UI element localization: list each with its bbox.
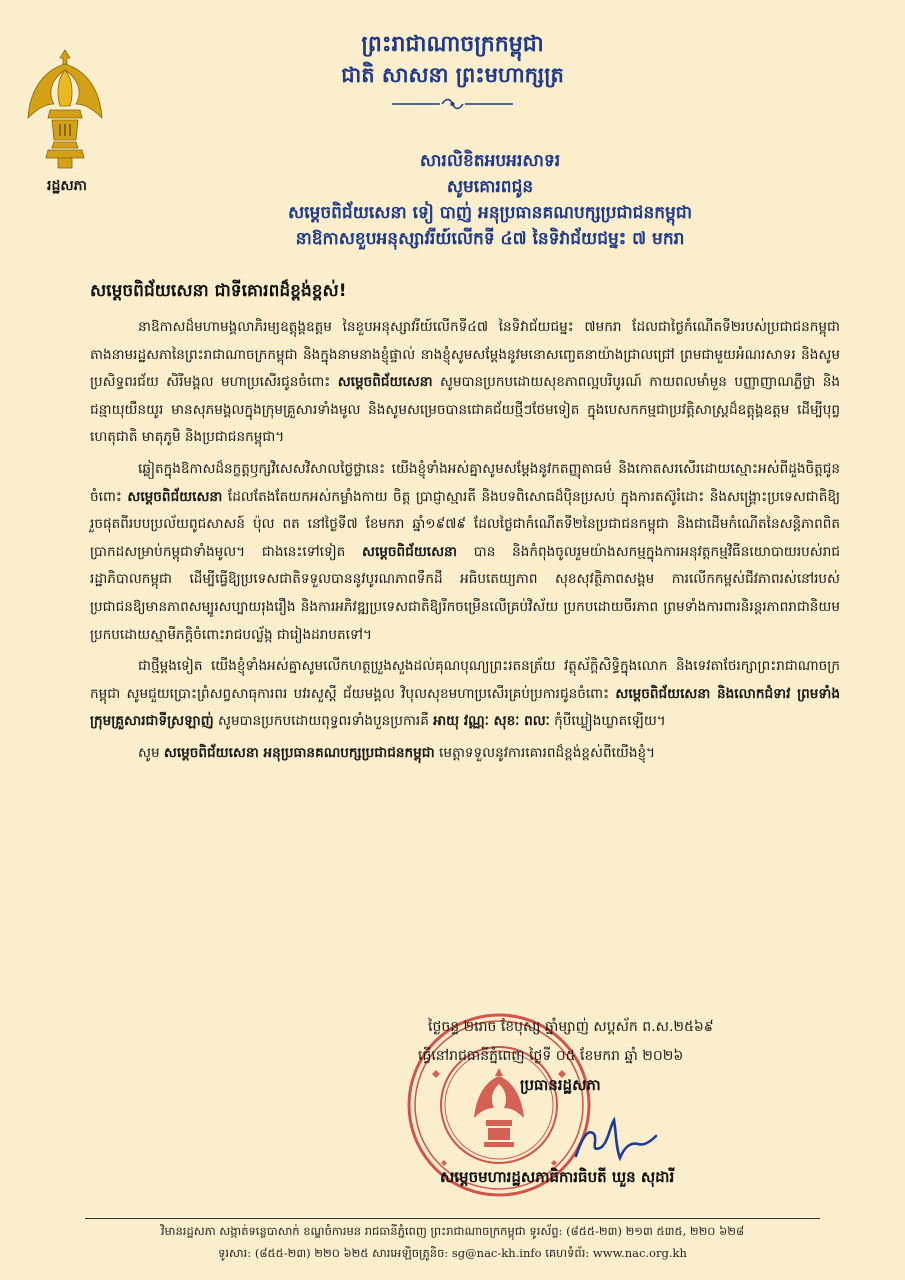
footer-divider	[85, 1218, 820, 1219]
paragraph-4	[90, 740, 840, 768]
decorative-divider-icon	[390, 98, 515, 110]
letter-titles	[120, 148, 860, 252]
kingdom-heading: ព្រះរាជាណាចក្រកម្ពុជា	[361, 32, 544, 57]
respectful-address: សូមគោរពជូន	[446, 177, 534, 197]
paragraph-text: មេត្តាទទួលនូវការគោរពដ៏ខ្ពង់ខ្ពស់ពីយើងខ្ញុំ។	[439, 744, 656, 761]
paragraph-text: ដែលតែងតែយកអស់កម្លាំងកាយ ចិត្ត ប្រាជ្ញាស្មារតី និងបទពិសោធដ៏ប៉ិនប្រសប់ ក្នុងការតស៊ូរំដោះ និងសង្គ្រោះប្រទេសជាតិឱ្យរួចផុតពីរបបប្រល័យពូជសាសន៍ ប៉ុល ពត នៅថ្ងៃទី៧ ខែមករា ឆ្នាំ១៩៧៩ ដែលថ្ងៃជាកំណើតទី២នៃប្រជាជនកម្ពុជា និងជាដើមកំណើតនៃសន្តិភាពពិតប្រាកដសម្រាប់កម្ពុជាទាំងមូល។ ជាងនេះទៅទៀត	[90, 488, 841, 560]
paragraph-1	[90, 314, 840, 452]
paragraph-2	[90, 456, 840, 649]
paragraph-text: សូម	[138, 744, 160, 761]
letter-body	[90, 314, 840, 772]
paragraph-text: សូមបានប្រកបដោយសុខភាពល្អបរិបូរណ៍ កាយពលមាំមួន បញ្ញាញាណភ្លឺថ្លា និងជន្មាយុយឺនយូរ មានសុភមង្គលក្នុងក្រុមគ្រួសារទាំងមូល និងសូមសម្រេចបានជោគជ័យថ្មីៗថែមទៀត ក្នុងបេសកកម្មជាប្រវត្តិសាស្ត្រដ៏ឧត្តុង្គឧត្តម ដើម្បីបុព្វហេតុជាតិ មាតុភូមិ និងប្រជាជនកម្ពុជា។	[90, 374, 841, 446]
paragraph-text: នាឱកាសដ៏មហាមង្គលាភិរម្យឧត្តុង្គឧត្តម នៃខួបអនុស្សាវរីយ៍លើកទី៤៧ នៃទិវាជ័យជម្នះ ៧មករា ដែលជាថ្ងៃកំណើតទី២របស់ប្រជាជនកម្ពុជា តាងនាមរដ្ឋសភានៃព្រះរាជាណាចក្រកម្ពុជា និងក្នុងនាមនាងខ្ញុំផ្ទាល់ នាងខ្ញុំសូមសម្តែងនូវមនោសញ្ចេតនាយ៉ាងជ្រាលជ្រៅ ព្រមជាមួយអំណរសាទរ និងសូមប្រសិទ្ធពរជ័យ សិរីមង្គល មហាប្រសើរជូនចំពោះ	[90, 319, 840, 391]
handwritten-signature-icon	[570, 1108, 660, 1168]
national-motto: ជាតិ សាសនា ព្រះមហាក្សត្រ	[341, 63, 564, 87]
place-and-date: ធ្វើនៅរាជធានីភ្នំពេញ ថ្ងៃទី ០៥ ខែមករា ឆ្នាំ ២០២៦	[418, 1048, 684, 1064]
emphasis-name: សម្តេចពិជ័យសេនា អនុប្រធានគណបក្សប្រជាជនកម្ពុជា	[163, 744, 435, 761]
paragraph-text: បាន និងកំពុងចូលរួមយ៉ាងសកម្មក្នុងការអនុវត្តកម្មវិធីនយោបាយរបស់រាជរដ្ឋាភិបាលកម្ពុជា ដើម្បីធ្វើឱ្យប្រទេសជាតិទទួលបាននូវបូរណភាពទឹកដី អធិបតេយ្យភាព សុខសុវត្ថិភាពសង្គម ការលើកកម្ពស់ជីវភាពរស់នៅរបស់ប្រជាជនឱ្យមានភាពសម្បូរសប្បាយរុងរឿង និងការអភិវឌ្ឍប្រទេសជាតិឱ្យរីកចម្រើនលើគ្រប់វិស័យ ប្រកបដោយចីរភាព ព្រមទាំងការពារនិរន្តរភាពរាជានិយមប្រកបដោយស្មាមីភក្តិចំពោះរាជបល្ល័ង្ក ជារៀងដរាបតទៅ។	[90, 543, 840, 643]
paragraph-text: ជាថ្មីម្តងទៀត យើងខ្ញុំទាំងអស់គ្នាសូមលើកហត្ថប្រួងសួងដល់គុណបុណ្យព្រះរតនត្រ័យ វត្ថុស័ក្តិសិទ្ធិក្នុងលោក និងទេវតាថែរក្សាព្រះរាជាណាចក្រកម្ពុជា សូមជួយប្រោះព្រំសព្វសាធុការពរ បវរសួស្តី ជ័យមង្គល វិបុលសុខមហាប្រសើរគ្រប់ប្រការជូនចំពោះ	[90, 658, 840, 702]
emphasis-name: សម្តេចពិជ័យសេនា	[127, 488, 223, 505]
emphasis-blessings: អាយុ វណ្ណៈ សុខៈ ពលៈ	[433, 713, 550, 730]
salutation: សម្តេចពិជ័យសេនា ជាទីគោរពដ៏ខ្ពង់ខ្ពស់!	[90, 281, 347, 301]
lunar-date: ថ្ងៃចន្ទ ២រោច ខែបុស្ស ឆ្នាំម្សាញ់ សប្តស័ក ព.ស.២៥៦៩	[428, 1019, 714, 1035]
paragraph-3	[90, 653, 840, 736]
paragraph-text: សូមបានប្រកបដោយពុទ្ធពរទាំងបួនប្រការគឺ	[218, 713, 429, 730]
letter-type-title: សារលិខិតអបអរសាទរ	[419, 151, 561, 171]
emphasis-name: សម្តេចពិជ័យសេនា	[362, 543, 457, 560]
emphasis-name: សម្តេចពិជ័យសេនា	[337, 374, 433, 391]
paragraph-text: កុំបីឃ្លៀងឃ្លាតឡើយ។	[554, 713, 666, 730]
signer-name: សម្តេចមហារដ្ឋសភាធិការធិបតី ឃួន សុដារី	[440, 1168, 675, 1186]
occasion-title: នាឱកាសខួបអនុស្សាវរីយ៍លើកទី ៤៧ នៃទិវាជ័យជម្នះ ៧ មករា	[295, 229, 685, 249]
paragraph-text: ឆ្លៀតក្នុងឱកាសដ៏នក្ខត្តឫក្សវិសេសវិសាលថ្លៃថ្លានេះ យើងខ្ញុំទាំងអស់គ្នាសូមសម្តែងនូវកតញ្ញុតាធម៌ និងកោតសរសើរដោយស្មោះអស់ពីដួងចិត្តជូនចំពោះ	[90, 460, 840, 505]
signer-title: ប្រធានរដ្ឋសភា	[520, 1076, 601, 1094]
emphasis-name: សម្តេចពិជ័យសេនា និងលោកជំទាវ ព្រមទាំងក្រុមគ្រួសារជាទីស្រឡាញ់	[90, 685, 840, 730]
footer-address: វិមានរដ្ឋសភា សង្កាត់ទន្លេបាសាក់ ខណ្ឌចំការមន រាជធានីភ្នំពេញ ព្រះរាជាណាចក្រកម្ពុជា ទូរស័ព្ទ: (៨៥៥-២៣) ២១៣ ៥៣៥, ២២០ ៦២៨	[160, 1224, 745, 1238]
footer-contact: ទូរសារ: (៨៥៥-២៣) ២២០ ៦២៥ សារអេឡិចត្រូនិច: sg@nac-kh.info គេហទំព័រ: www.nac.org.kh	[218, 1246, 687, 1260]
emblem-label: រដ្ឋសភា	[47, 178, 87, 194]
recipient-title: សម្តេចពិជ័យសេនា ទៀ បាញ់ អនុប្រធានគណបក្សប្រជាជនកម្ពុជា	[287, 203, 693, 223]
